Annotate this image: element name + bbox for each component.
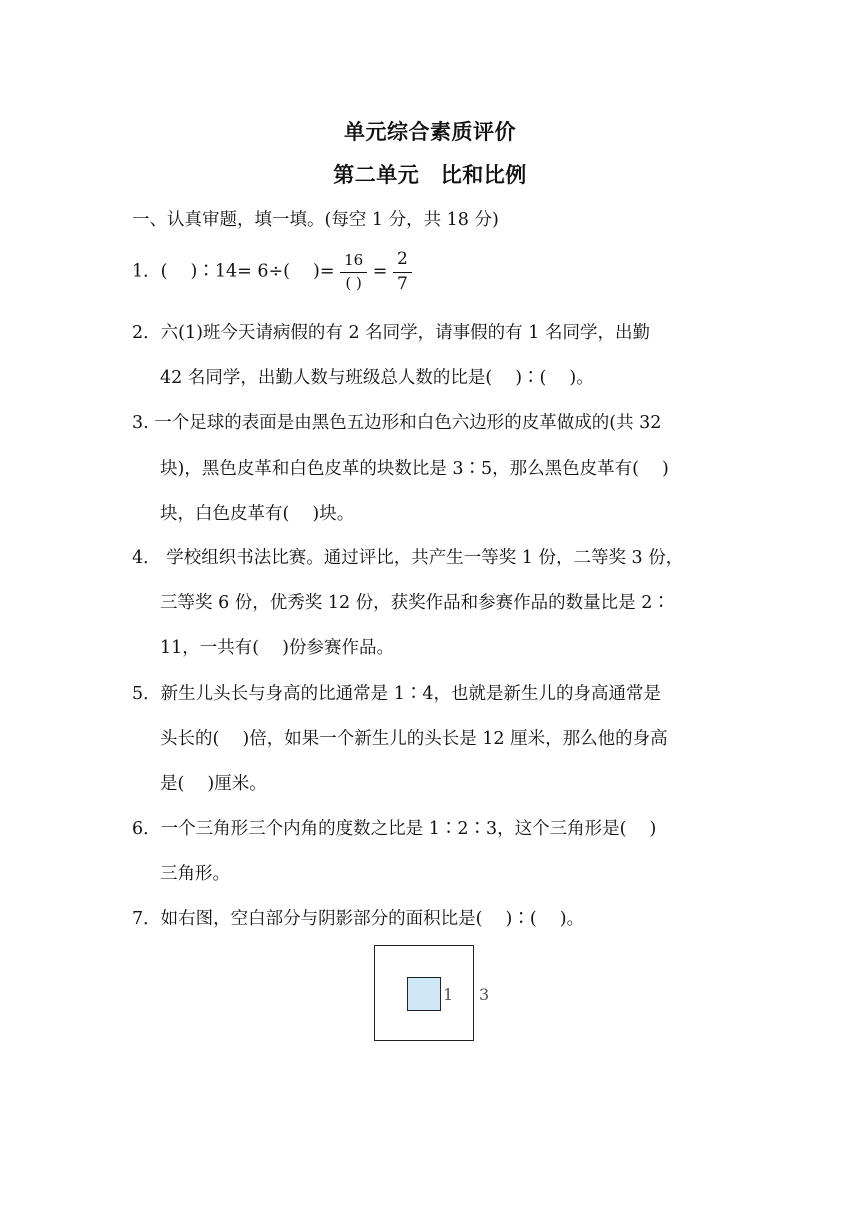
fraction-denominator: ( ) — [345, 273, 362, 292]
fraction-numerator: 16 — [340, 252, 367, 272]
q1-equals: = — [372, 261, 388, 282]
page-subtitle: 第二单元 比和比例 — [333, 163, 527, 187]
question-7-line-1: 7．如右图，空白部分与阴影部分的面积比是( )∶( )。 — [132, 909, 585, 929]
question-2-line-2: 42 名同学，出勤人数与班级总人数的比是( )∶( )。 — [160, 368, 594, 388]
fraction-2-over-7 — [393, 250, 412, 294]
question-3-line-3: 块，白色皮革有( )块。 — [160, 504, 355, 524]
fraction-numerator: 2 — [393, 250, 412, 273]
question-3-line-2: 块)，黑色皮革和白色皮革的块数比是 3∶5，那么黑色皮革有( ) — [160, 459, 669, 479]
question-1 — [132, 250, 412, 294]
outer-side-label: 3 — [479, 985, 490, 1004]
question-5-line-3: 是( )厘米。 — [160, 774, 267, 794]
question-5-line-2: 头长的( )倍，如果一个新生儿的头长是 12 厘米，那么他的身高 — [160, 729, 668, 749]
question-5-line-1: 5．新生儿头长与身高的比通常是 1∶4，也就是新生儿的身高通常是 — [132, 684, 661, 704]
inner-side-label: 1 — [443, 985, 454, 1004]
shaded-inner-square — [407, 977, 441, 1011]
fraction-denominator: 7 — [397, 273, 408, 294]
question-4-line-3: 11，一共有( )份参赛作品。 — [160, 638, 394, 658]
question-4-line-2: 三等奖 6 份，优秀奖 12 份，获奖作品和参赛作品的数量比是 2∶ — [160, 593, 670, 613]
square-figure — [374, 945, 504, 1045]
question-6-line-1: 6．一个三角形三个内角的度数之比是 1∶2∶3，这个三角形是( ) — [132, 819, 657, 839]
question-6-line-2: 三角形。 — [160, 864, 230, 884]
q1-lead: 1．( )∶14= 6÷( )= — [132, 261, 335, 282]
section-heading: 一、认真审题，填一填。(每空 1 分，共 18 分) — [132, 210, 499, 230]
question-4-line-1: 4． 学校组织书法比赛。通过评比，共产生一等奖 1 份，二等奖 3 份， — [132, 548, 684, 568]
question-3-line-1: 3. 一个足球的表面是由黑色五边形和白色六边形的皮革做成的(共 32 — [132, 413, 662, 433]
fraction-16-over-blank — [340, 252, 367, 292]
question-2-line-1: 2．六(1)班今天请病假的有 2 名同学，请事假的有 1 名同学，出勤 — [132, 323, 650, 343]
page-title: 单元综合素质评价 — [344, 120, 516, 144]
